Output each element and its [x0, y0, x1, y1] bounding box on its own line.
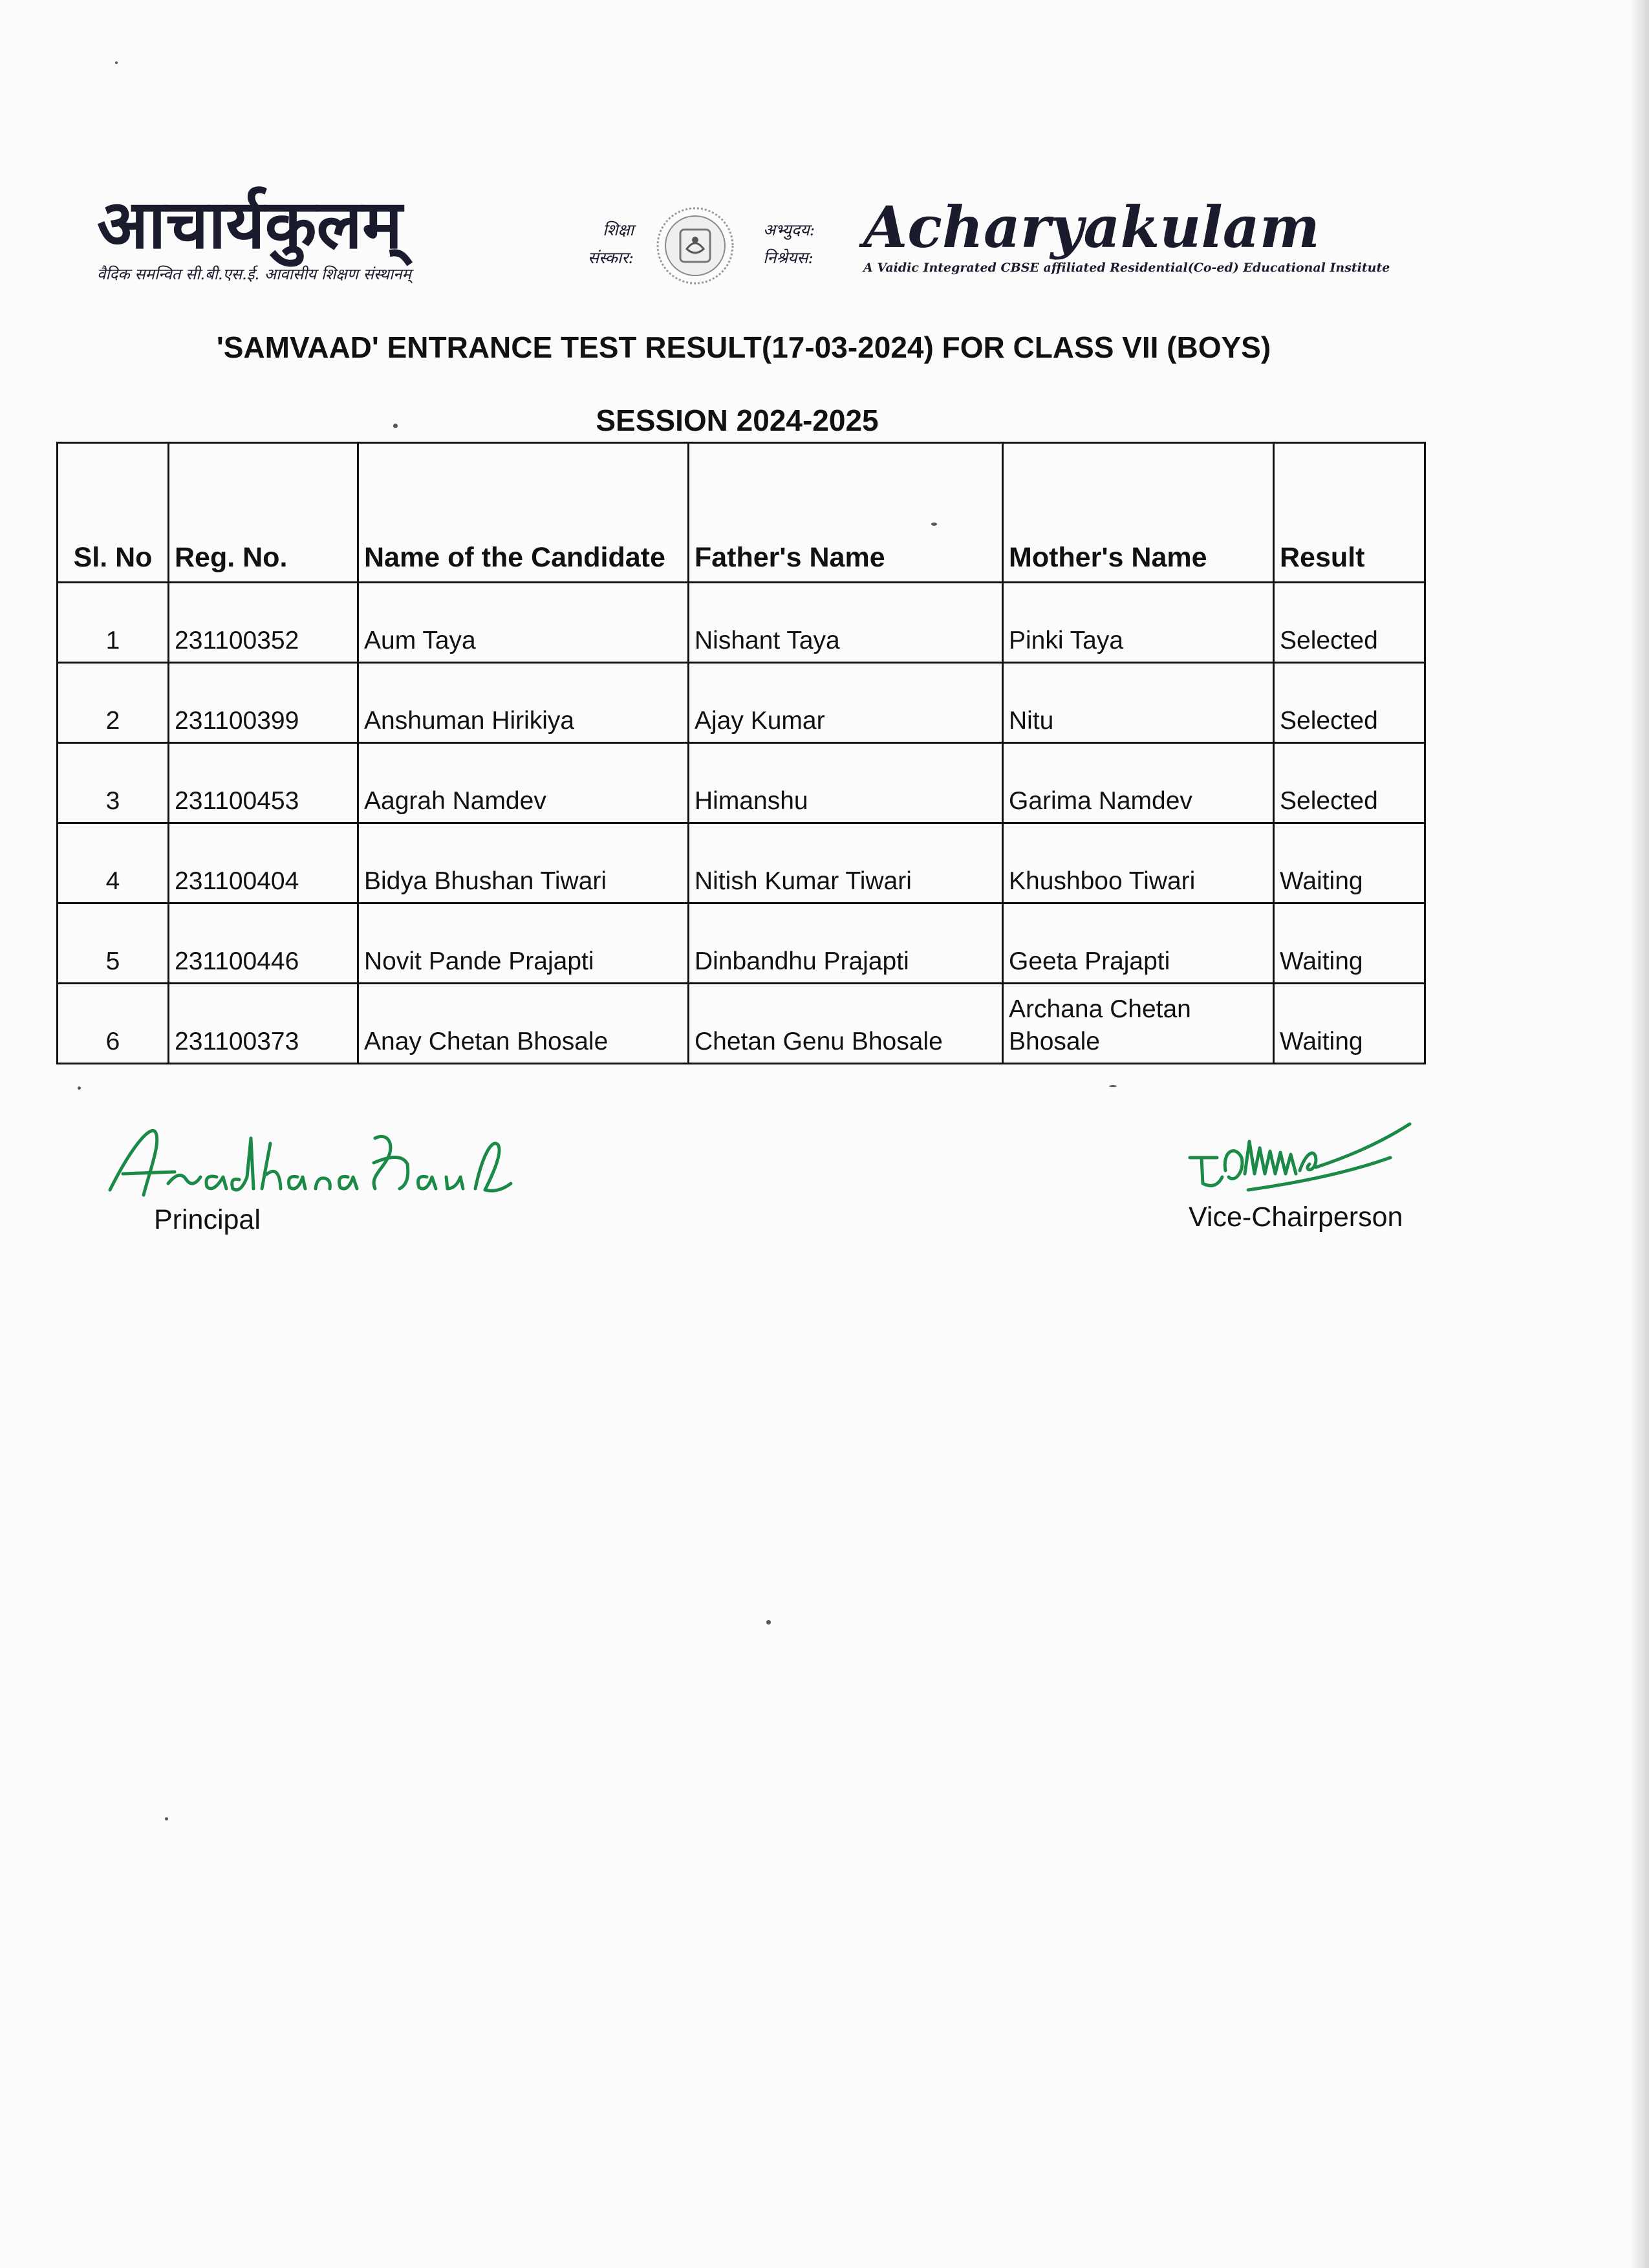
- brand-hindi: [97, 184, 550, 285]
- institute-emblem-icon: [653, 204, 737, 288]
- cell-candidate-name: Novit Pande Prajapti: [358, 903, 689, 984]
- session-heading: SESSION 2024-2025: [596, 404, 879, 437]
- scan-speck: [931, 523, 937, 526]
- brand-name-english: Acharyakulam: [863, 193, 1320, 261]
- cell-sl-no: 1: [58, 583, 169, 663]
- letterhead: [97, 184, 1390, 307]
- cell-father-name: Himanshu: [689, 743, 1003, 823]
- cell-reg-no: 231100404: [169, 823, 358, 903]
- cell-result: Selected: [1274, 663, 1425, 743]
- header-mother-name: Mother's Name: [1003, 443, 1274, 583]
- cell-sl-no: 4: [58, 823, 169, 903]
- header-sl-no: Sl. No: [58, 443, 169, 583]
- header-reg-no: Reg. No.: [169, 443, 358, 583]
- scan-speck: [78, 1086, 81, 1090]
- header-father-name: Father's Name: [689, 443, 1003, 583]
- header-candidate-name: Name of the Candidate: [358, 443, 689, 583]
- table-row: [58, 583, 1425, 663]
- scan-speck: [1109, 1085, 1117, 1087]
- scan-speck: [766, 1620, 771, 1625]
- cell-mother-name: Pinki Taya: [1003, 583, 1274, 663]
- table-header-row: [58, 443, 1425, 583]
- cell-result: Waiting: [1274, 984, 1425, 1064]
- table-row: [58, 984, 1425, 1064]
- cell-father-name: Chetan Genu Bhosale: [689, 984, 1003, 1064]
- table-row: [58, 823, 1425, 903]
- motto-right: [763, 217, 815, 272]
- cell-father-name: Dinbandhu Prajapti: [689, 903, 1003, 984]
- scan-speck: [115, 61, 118, 64]
- table-row: [58, 743, 1425, 823]
- table-row: [58, 663, 1425, 743]
- cell-mother-name: Nitu: [1003, 663, 1274, 743]
- motto-right-line-2: निश्रेयस:: [763, 248, 814, 267]
- vice-chairperson-label: Vice-Chairperson: [1189, 1202, 1403, 1233]
- cell-father-name: Nitish Kumar Tiwari: [689, 823, 1003, 903]
- result-title: 'SAMVAAD' ENTRANCE TEST RESULT(17-03-2024) FOR CLASS VII (BOYS): [216, 330, 1271, 364]
- cell-reg-no: 231100453: [169, 743, 358, 823]
- brand-name-hindi: आचार्यकुलम्: [97, 184, 403, 264]
- cell-result: Waiting: [1274, 903, 1425, 984]
- principal-signature: [103, 1112, 517, 1216]
- cell-candidate-name: Aum Taya: [358, 583, 689, 663]
- principal-label: Principal: [154, 1204, 261, 1235]
- cell-candidate-name: Anshuman Hirikiya: [358, 663, 689, 743]
- cell-sl-no: 2: [58, 663, 169, 743]
- cell-reg-no: 231100446: [169, 903, 358, 984]
- cell-result: Selected: [1274, 743, 1425, 823]
- cell-mother-name: Khushboo Tiwari: [1003, 823, 1274, 903]
- brand-tagline-english: A Vaidic Integrated CBSE affiliated Residential(Co-ed) Educational Institute: [863, 261, 1390, 275]
- cell-sl-no: 5: [58, 903, 169, 984]
- cell-result: Selected: [1274, 583, 1425, 663]
- cell-candidate-name: Bidya Bhushan Tiwari: [358, 823, 689, 903]
- cell-sl-no: 3: [58, 743, 169, 823]
- cell-result: Waiting: [1274, 823, 1425, 903]
- cell-mother-name: Archana Chetan Bhosale: [1003, 984, 1274, 1064]
- brand-tagline-hindi: वैदिक समन्वित सी.बी.एस.ई. आवासीय शिक्षण संस्थानम्: [97, 265, 411, 283]
- motto-left-line-2: संस्कार:: [588, 248, 634, 267]
- cell-father-name: Ajay Kumar: [689, 663, 1003, 743]
- motto-left: [563, 217, 634, 272]
- brand-english: [863, 193, 1390, 275]
- cell-sl-no: 6: [58, 984, 169, 1064]
- results-table: [56, 442, 1426, 1064]
- cell-reg-no: 231100352: [169, 583, 358, 663]
- cell-candidate-name: Anay Chetan Bhosale: [358, 984, 689, 1064]
- scan-speck: [165, 1817, 168, 1820]
- vice-chairperson-signature: [1177, 1112, 1429, 1216]
- cell-reg-no: 231100373: [169, 984, 358, 1064]
- header-result: Result: [1274, 443, 1425, 583]
- motto-left-line-1: शिक्षा: [603, 221, 634, 239]
- table-row: [58, 903, 1425, 984]
- cell-mother-name: Geeta Prajapti: [1003, 903, 1274, 984]
- scan-edge: [1630, 0, 1649, 2268]
- cell-reg-no: 231100399: [169, 663, 358, 743]
- scan-speck: [393, 424, 398, 428]
- cell-mother-name: Garima Namdev: [1003, 743, 1274, 823]
- cell-candidate-name: Aagrah Namdev: [358, 743, 689, 823]
- cell-father-name: Nishant Taya: [689, 583, 1003, 663]
- motto-right-line-1: अभ्युदय:: [763, 221, 815, 239]
